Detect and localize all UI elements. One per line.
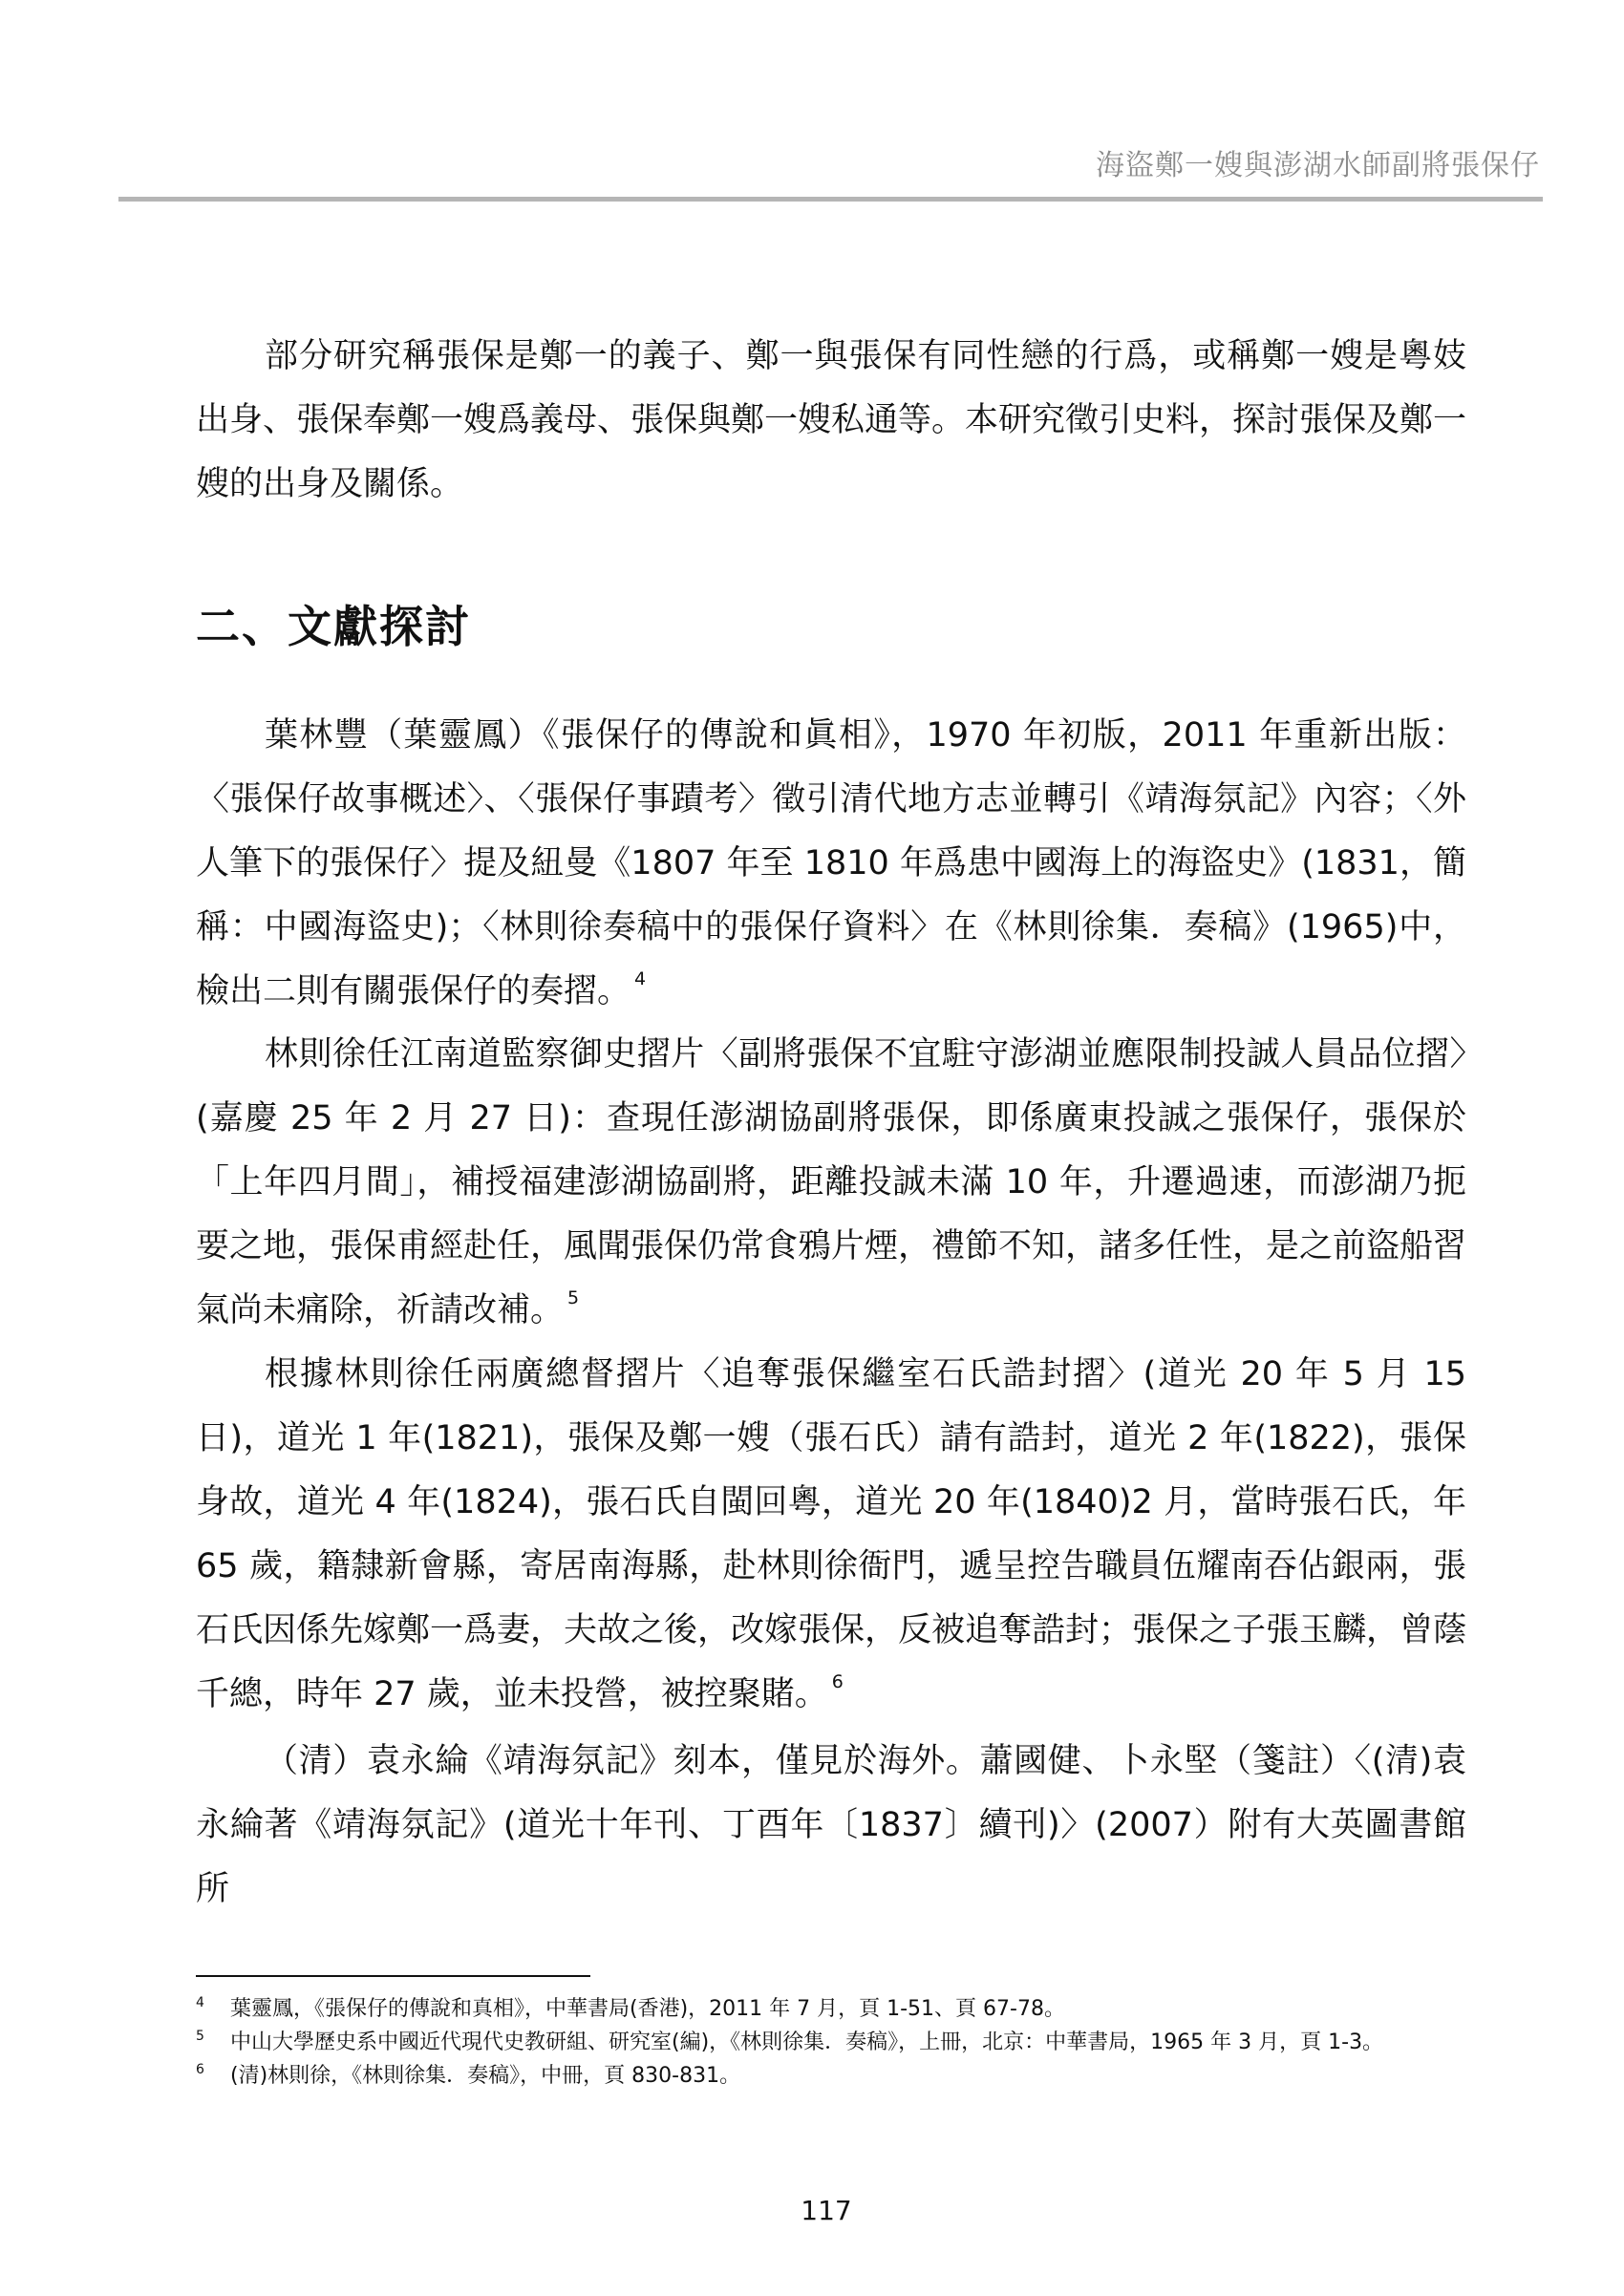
footnote <box>196 2026 1466 2059</box>
page-number: 117 <box>801 2195 852 2226</box>
running-header-title: 海盜鄭一嫂與澎湖水師副將張保仔 <box>1096 149 1540 182</box>
paragraph-text: 林則徐任江南道監察御史摺片〈副將張保不宜駐守澎湖並應限制投誠人員品位摺〉(嘉慶 25 年 2 月 27 日)：查現任澎湖協副將張保，即係廣東投誠之張保仔，張保於「上年四月間」，補授福建澎湖協副將，距離投誠未滿 10 年，升遷過速，而澎湖乃扼要之地，張保甫經赴任，風聞張保仍常食鴉片煙，禮節不知，諸多任性，是之前盜船習氣尚未痛除，祈請改補。 <box>196 1035 1467 1329</box>
footnote-number: 5 <box>196 2029 204 2044</box>
footnote-separator <box>196 1975 590 1977</box>
footnote-number: 4 <box>196 1995 204 2010</box>
footnote-number: 6 <box>196 2062 204 2077</box>
footnote <box>196 1992 1466 2026</box>
footnote-ref[interactable]: 5 <box>567 1287 580 1308</box>
footnote-text: (清)林則徐，《林則徐集．奏稿》，中冊，頁 830-831。 <box>230 2064 741 2088</box>
footnote-ref[interactable]: 4 <box>634 968 647 989</box>
footnote-text: 中山大學歷史系中國近代現代史教研組、研究室(編)，《林則徐集．奏稿》，上冊，北京：中華書局，1965 年 3 月，頁 1-3。 <box>230 2030 1384 2054</box>
paragraph-text: 葉林豐（葉靈鳳）《張保仔的傳說和眞相》，1970 年初版，2011 年重新出版：〈張保仔故事概述〉、〈張保仔事蹟考〉徵引清代地方志並轉引《靖海氛記》內容；〈外人筆下的張保仔〉提及紐曼《1807 年至 1810 年爲患中國海上的海盜史》(1831，簡稱：中國海盜史)；〈林則徐奏稿中的張保仔資料〉在《林則徐集．奏稿》(1965)中，檢出二則有關張保仔的奏摺。 <box>196 716 1466 1010</box>
paragraph-1 <box>196 704 1466 1024</box>
intro-paragraph: 部分研究稱張保是鄭一的義子、鄭一與張保有同性戀的行爲，或稱鄭一嫂是粵妓出身、張保奉鄭一嫂爲義母、張保與鄭一嫂私通等。本研究徵引史料，探討張保及鄭一嫂的出身及關係。 <box>196 337 1467 503</box>
paragraph-text: 根據林則徐任兩廣總督摺片〈追奪張保繼室石氏誥封摺〉(道光 20 年 5 月 15 日)，道光 1 年(1821)，張保及鄭一嫂（張石氏）請有誥封，道光 2 年(1822)，張保身故，道光 4 年(1824)，張石氏自閩回粵，道光 20 年(1840)2 月，當時張石氏，年 65 歲，籍隸新會縣，寄居南海縣，赴林則徐衙門，遞呈控告職員伍耀南吞佔銀兩，張石氏因係先嫁鄭一爲妻，夫故之後，改嫁張保，反被追奪誥封；張保之子張玉麟，曾蔭千總，時年 27 歲，並未投營，被控聚賭。 <box>196 1355 1467 1713</box>
paragraph-3 <box>196 1343 1466 1727</box>
footnote-ref[interactable]: 6 <box>831 1671 844 1692</box>
paragraph-4 <box>196 1730 1466 1922</box>
footnotes <box>196 1992 1466 2093</box>
footnote <box>196 2059 1466 2093</box>
paragraph-text: （清）袁永綸《靖海氛記》刻本，僅見於海外。蕭國健、卜永堅（箋註）〈(清)袁永綸著《靖海氛記》(道光十年刊、丁酉年〔1837〕續刊)〉(2007）附有大英圖書館所 <box>196 1742 1466 1908</box>
header-rule <box>118 197 1543 202</box>
footnote-text: 葉靈鳳，《張保仔的傳說和真相》，中華書局(香港)，2011 年 7 月，頁 1-51、頁 67-78。 <box>230 1997 1065 2021</box>
paragraph-2 <box>196 1023 1466 1343</box>
section-heading: 二、文獻探討 <box>196 601 471 652</box>
